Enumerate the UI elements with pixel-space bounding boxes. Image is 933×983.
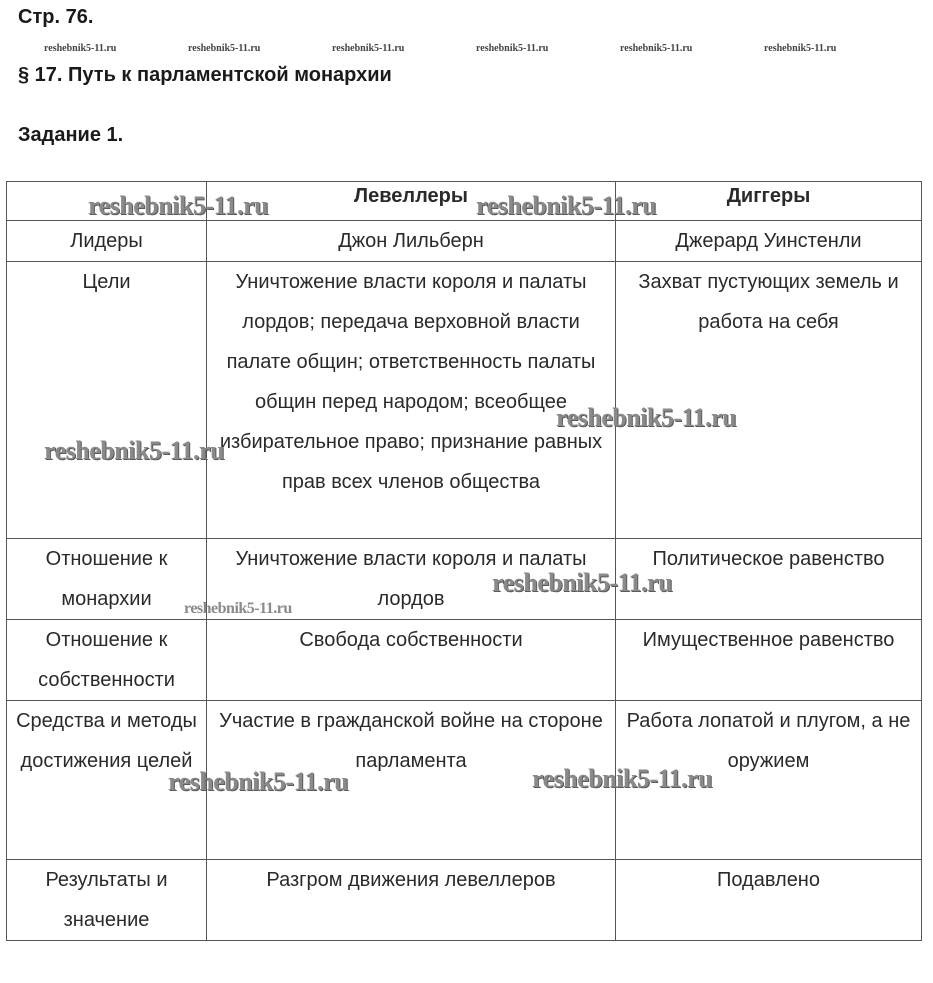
page-number: Стр. 76.: [18, 6, 94, 28]
levellers-cell: Разгром движения левеллеров: [207, 860, 616, 941]
watermark: reshebnik5-11.ru: [168, 767, 349, 796]
levellers-cell: Уничтожение власти короля и палаты лордов: [207, 539, 616, 620]
watermark: reshebnik5-11.ru: [476, 191, 657, 220]
row-label: Результаты и значение: [7, 860, 207, 941]
table-row: [7, 860, 922, 941]
diggers-cell: Джерард Уинстенли: [616, 221, 922, 262]
row-label: Отношение к собственности: [7, 620, 207, 701]
diggers-cell: Захват пустующих земель и работа на себя: [616, 262, 922, 539]
levellers-cell: Свобода собственности: [207, 620, 616, 701]
comparison-table: [6, 181, 922, 941]
diggers-cell: Работа лопатой и плугом, а не оружием: [616, 701, 922, 860]
watermark: reshebnik5-11.ru: [476, 43, 549, 54]
watermark: reshebnik5-11.ru: [44, 436, 225, 465]
levellers-cell: Участие в гражданской войне на стороне парламента: [207, 701, 616, 860]
row-label: Лидеры: [7, 221, 207, 262]
watermark: reshebnik5-11.ru: [532, 764, 713, 793]
diggers-cell: Подавлено: [616, 860, 922, 941]
row-label: Цели: [7, 262, 207, 539]
watermark: reshebnik5-11.ru: [556, 403, 737, 432]
row-label: Отношение к монархии: [7, 539, 207, 620]
task-title: Задание 1.: [18, 124, 124, 146]
watermark: reshebnik5-11.ru: [492, 568, 673, 597]
watermark: reshebnik5-11.ru: [620, 43, 693, 54]
watermark: reshebnik5-11.ru: [332, 43, 405, 54]
row-label: Средства и методы достижения целей: [7, 701, 207, 860]
watermark: reshebnik5-11.ru: [88, 191, 269, 220]
levellers-cell: Джон Лильберн: [207, 221, 616, 262]
table-row: [7, 262, 922, 539]
table-row: [7, 620, 922, 701]
levellers-cell: Уничтожение власти короля и палаты лордов; передача верховной власти палате общин; ответственность палаты общин перед народом; всеобщее избирательное право; признание равных прав всех членов общества: [207, 262, 616, 539]
table-row: [7, 221, 922, 262]
diggers-cell: Политическое равенство: [616, 539, 922, 620]
watermark: reshebnik5-11.ru: [764, 43, 837, 54]
section-title: § 17. Путь к парламентской монархии: [18, 64, 392, 86]
diggers-cell: Имущественное равенство: [616, 620, 922, 701]
header-diggers: Диггеры: [616, 182, 922, 221]
table-row: [7, 539, 922, 620]
table-row: [7, 701, 922, 860]
watermark: reshebnik5-11.ru: [184, 600, 292, 617]
watermark: reshebnik5-11.ru: [44, 43, 117, 54]
watermark-strip: [0, 43, 933, 57]
watermark: reshebnik5-11.ru: [188, 43, 261, 54]
header-levellers: Левеллеры: [207, 182, 616, 221]
